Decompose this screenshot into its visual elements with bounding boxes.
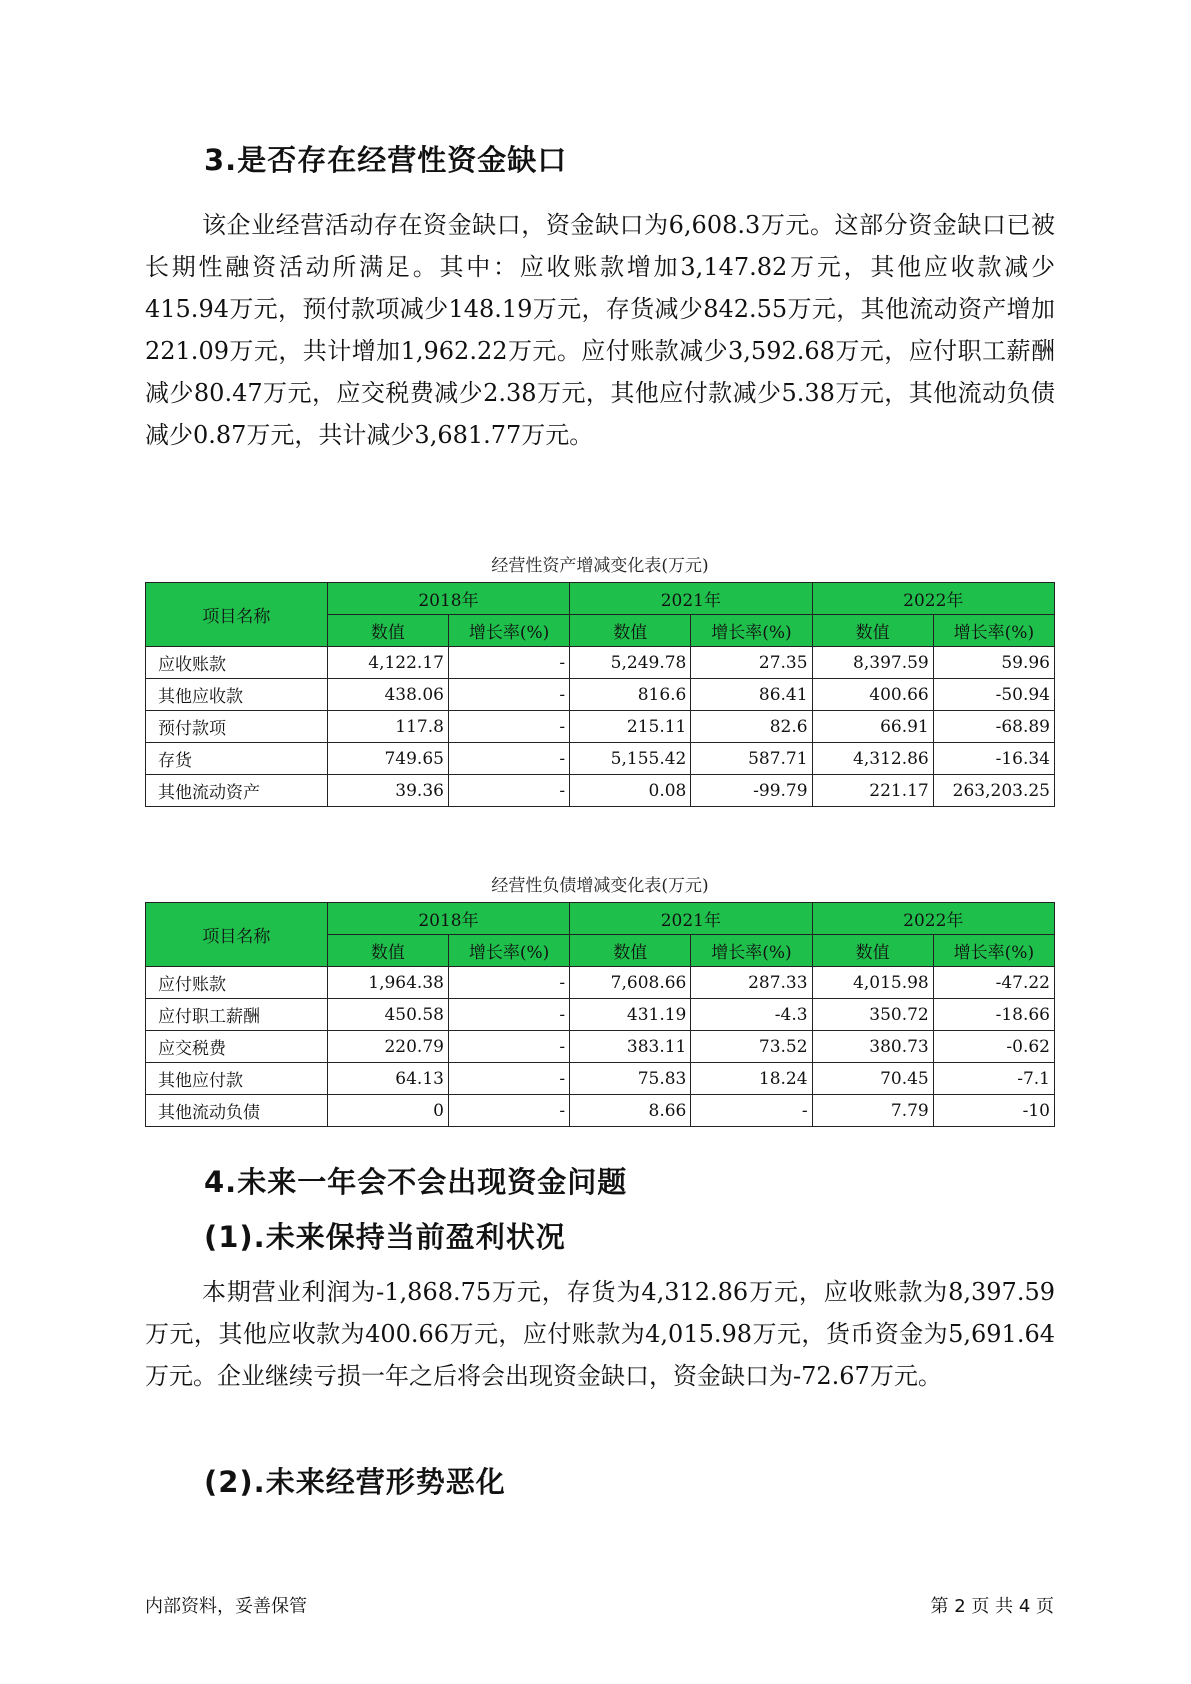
subsection-2-heading: (2).未来经营形势恶化 — [204, 1465, 506, 1499]
cell-value: 117.8 — [327, 711, 448, 743]
cell-value: 431.19 — [570, 999, 691, 1031]
cell-growth: -7.1 — [933, 1063, 1054, 1095]
liability-table-caption: 经营性负债增减变化表(万元) — [491, 876, 709, 896]
cell-value: 5,155.42 — [570, 743, 691, 775]
subsection-1-heading: (1).未来保持当前盈利状况 — [204, 1220, 566, 1254]
table-header-row — [146, 903, 1055, 935]
cell-growth: 59.96 — [933, 647, 1054, 679]
table-row — [146, 1095, 1055, 1127]
cell-value: 816.6 — [570, 679, 691, 711]
cell-value: 39.36 — [327, 775, 448, 807]
cell-value: 1,964.38 — [327, 967, 448, 999]
footer-confidential-note: 内部资料，妥善保管 — [145, 1596, 307, 1617]
cell-growth: 263,203.25 — [933, 775, 1054, 807]
cell-growth: - — [448, 1095, 569, 1127]
cell-growth: -16.34 — [933, 743, 1054, 775]
cell-value: 0 — [327, 1095, 448, 1127]
year-header: 2022年 — [812, 583, 1054, 615]
cell-value: 749.65 — [327, 743, 448, 775]
section-3-heading: 3.是否存在经营性资金缺口 — [204, 143, 568, 177]
cell-growth: - — [448, 647, 569, 679]
cell-value: 8.66 — [570, 1095, 691, 1127]
cell-growth: - — [448, 711, 569, 743]
cell-value: 70.45 — [812, 1063, 933, 1095]
cell-value: 350.72 — [812, 999, 933, 1031]
table-row — [146, 679, 1055, 711]
cell-growth: -50.94 — [933, 679, 1054, 711]
year-header: 2018年 — [327, 583, 569, 615]
growth-header: 增长率(%) — [448, 615, 569, 647]
cell-value: 438.06 — [327, 679, 448, 711]
cell-growth: 587.71 — [691, 743, 812, 775]
row-name: 其他应收款 — [146, 679, 328, 711]
value-header: 数值 — [812, 615, 933, 647]
cell-value: 380.73 — [812, 1031, 933, 1063]
growth-header: 增长率(%) — [691, 935, 812, 967]
asset-table-caption: 经营性资产增减变化表(万元) — [491, 556, 709, 576]
cell-value: 221.17 — [812, 775, 933, 807]
cell-growth: -4.3 — [691, 999, 812, 1031]
cell-value: 5,249.78 — [570, 647, 691, 679]
cell-value: 64.13 — [327, 1063, 448, 1095]
row-name: 存货 — [146, 743, 328, 775]
cell-growth: 73.52 — [691, 1031, 812, 1063]
cell-value: 450.58 — [327, 999, 448, 1031]
table-row — [146, 743, 1055, 775]
row-name: 其他流动资产 — [146, 775, 328, 807]
cell-growth: - — [448, 967, 569, 999]
table-row — [146, 967, 1055, 999]
growth-header: 增长率(%) — [933, 935, 1054, 967]
cell-growth: 86.41 — [691, 679, 812, 711]
cell-growth: - — [448, 999, 569, 1031]
cell-growth: -99.79 — [691, 775, 812, 807]
cell-growth: 287.33 — [691, 967, 812, 999]
cell-growth: - — [448, 775, 569, 807]
item-name-header: 项目名称 — [146, 903, 328, 967]
table-row — [146, 711, 1055, 743]
cell-growth: 82.6 — [691, 711, 812, 743]
cell-value: 7.79 — [812, 1095, 933, 1127]
table-row — [146, 999, 1055, 1031]
value-header: 数值 — [812, 935, 933, 967]
row-name: 应收账款 — [146, 647, 328, 679]
year-header: 2021年 — [570, 583, 812, 615]
table-row — [146, 647, 1055, 679]
value-header: 数值 — [570, 615, 691, 647]
cell-growth: - — [448, 1031, 569, 1063]
cell-value: 7,608.66 — [570, 967, 691, 999]
table-row — [146, 1063, 1055, 1095]
cell-growth: -68.89 — [933, 711, 1054, 743]
cell-value: 4,015.98 — [812, 967, 933, 999]
cell-growth: - — [448, 679, 569, 711]
row-name: 其他流动负债 — [146, 1095, 328, 1127]
table-row — [146, 775, 1055, 807]
asset-change-table — [145, 582, 1055, 807]
section-4-heading: 4.未来一年会不会出现资金问题 — [204, 1165, 628, 1199]
section-3-paragraph: 该企业经营活动存在资金缺口，资金缺口为6,608.3万元。这部分资金缺口已被长期性融资活动所满足。其中：应收账款增加3,147.82万元，其他应收款减少415.94万元，预付款项减少148.19万元，存货减少842.55万元，其他流动资产增加221.09万元，共计增加1,962.22万元。应付账款减少3,592.68万元，应付职工薪酬减少80.47万元，应交税费减少2.38万元，其他应付款减少5.38万元，其他流动负债减少0.87万元，共计减少3,681.77万元。 — [145, 211, 1055, 449]
value-header: 数值 — [327, 935, 448, 967]
cell-growth: 27.35 — [691, 647, 812, 679]
cell-growth: -10 — [933, 1095, 1054, 1127]
row-name: 预付款项 — [146, 711, 328, 743]
growth-header: 增长率(%) — [691, 615, 812, 647]
row-name: 应交税费 — [146, 1031, 328, 1063]
cell-growth: - — [691, 1095, 812, 1127]
cell-value: 383.11 — [570, 1031, 691, 1063]
row-name: 其他应付款 — [146, 1063, 328, 1095]
cell-value: 4,122.17 — [327, 647, 448, 679]
table-header-row — [146, 583, 1055, 615]
cell-value: 75.83 — [570, 1063, 691, 1095]
cell-value: 220.79 — [327, 1031, 448, 1063]
value-header: 数值 — [327, 615, 448, 647]
cell-growth: - — [448, 743, 569, 775]
row-name: 应付职工薪酬 — [146, 999, 328, 1031]
cell-growth: -0.62 — [933, 1031, 1054, 1063]
cell-value: 400.66 — [812, 679, 933, 711]
cell-growth: -47.22 — [933, 967, 1054, 999]
subsection-1-paragraph: 本期营业利润为-1,868.75万元，存货为4,312.86万元，应收账款为8,397.59万元，其他应收款为400.66万元，应付账款为4,015.98万元，货币资金为5,691.64万元。企业继续亏损一年之后将会出现资金缺口，资金缺口为-72.67万元。 — [145, 1278, 1055, 1390]
cell-growth: - — [448, 1063, 569, 1095]
cell-value: 0.08 — [570, 775, 691, 807]
year-header: 2021年 — [570, 903, 812, 935]
cell-value: 8,397.59 — [812, 647, 933, 679]
cell-growth: 18.24 — [691, 1063, 812, 1095]
cell-value: 215.11 — [570, 711, 691, 743]
year-header: 2022年 — [812, 903, 1054, 935]
cell-growth: -18.66 — [933, 999, 1054, 1031]
row-name: 应付账款 — [146, 967, 328, 999]
growth-header: 增长率(%) — [933, 615, 1054, 647]
value-header: 数值 — [570, 935, 691, 967]
page-number: 第 2 页 共 4 页 — [930, 1596, 1054, 1617]
table-row — [146, 1031, 1055, 1063]
growth-header: 增长率(%) — [448, 935, 569, 967]
item-name-header: 项目名称 — [146, 583, 328, 647]
liability-change-table — [145, 902, 1055, 1127]
cell-value: 66.91 — [812, 711, 933, 743]
year-header: 2018年 — [327, 903, 569, 935]
cell-value: 4,312.86 — [812, 743, 933, 775]
